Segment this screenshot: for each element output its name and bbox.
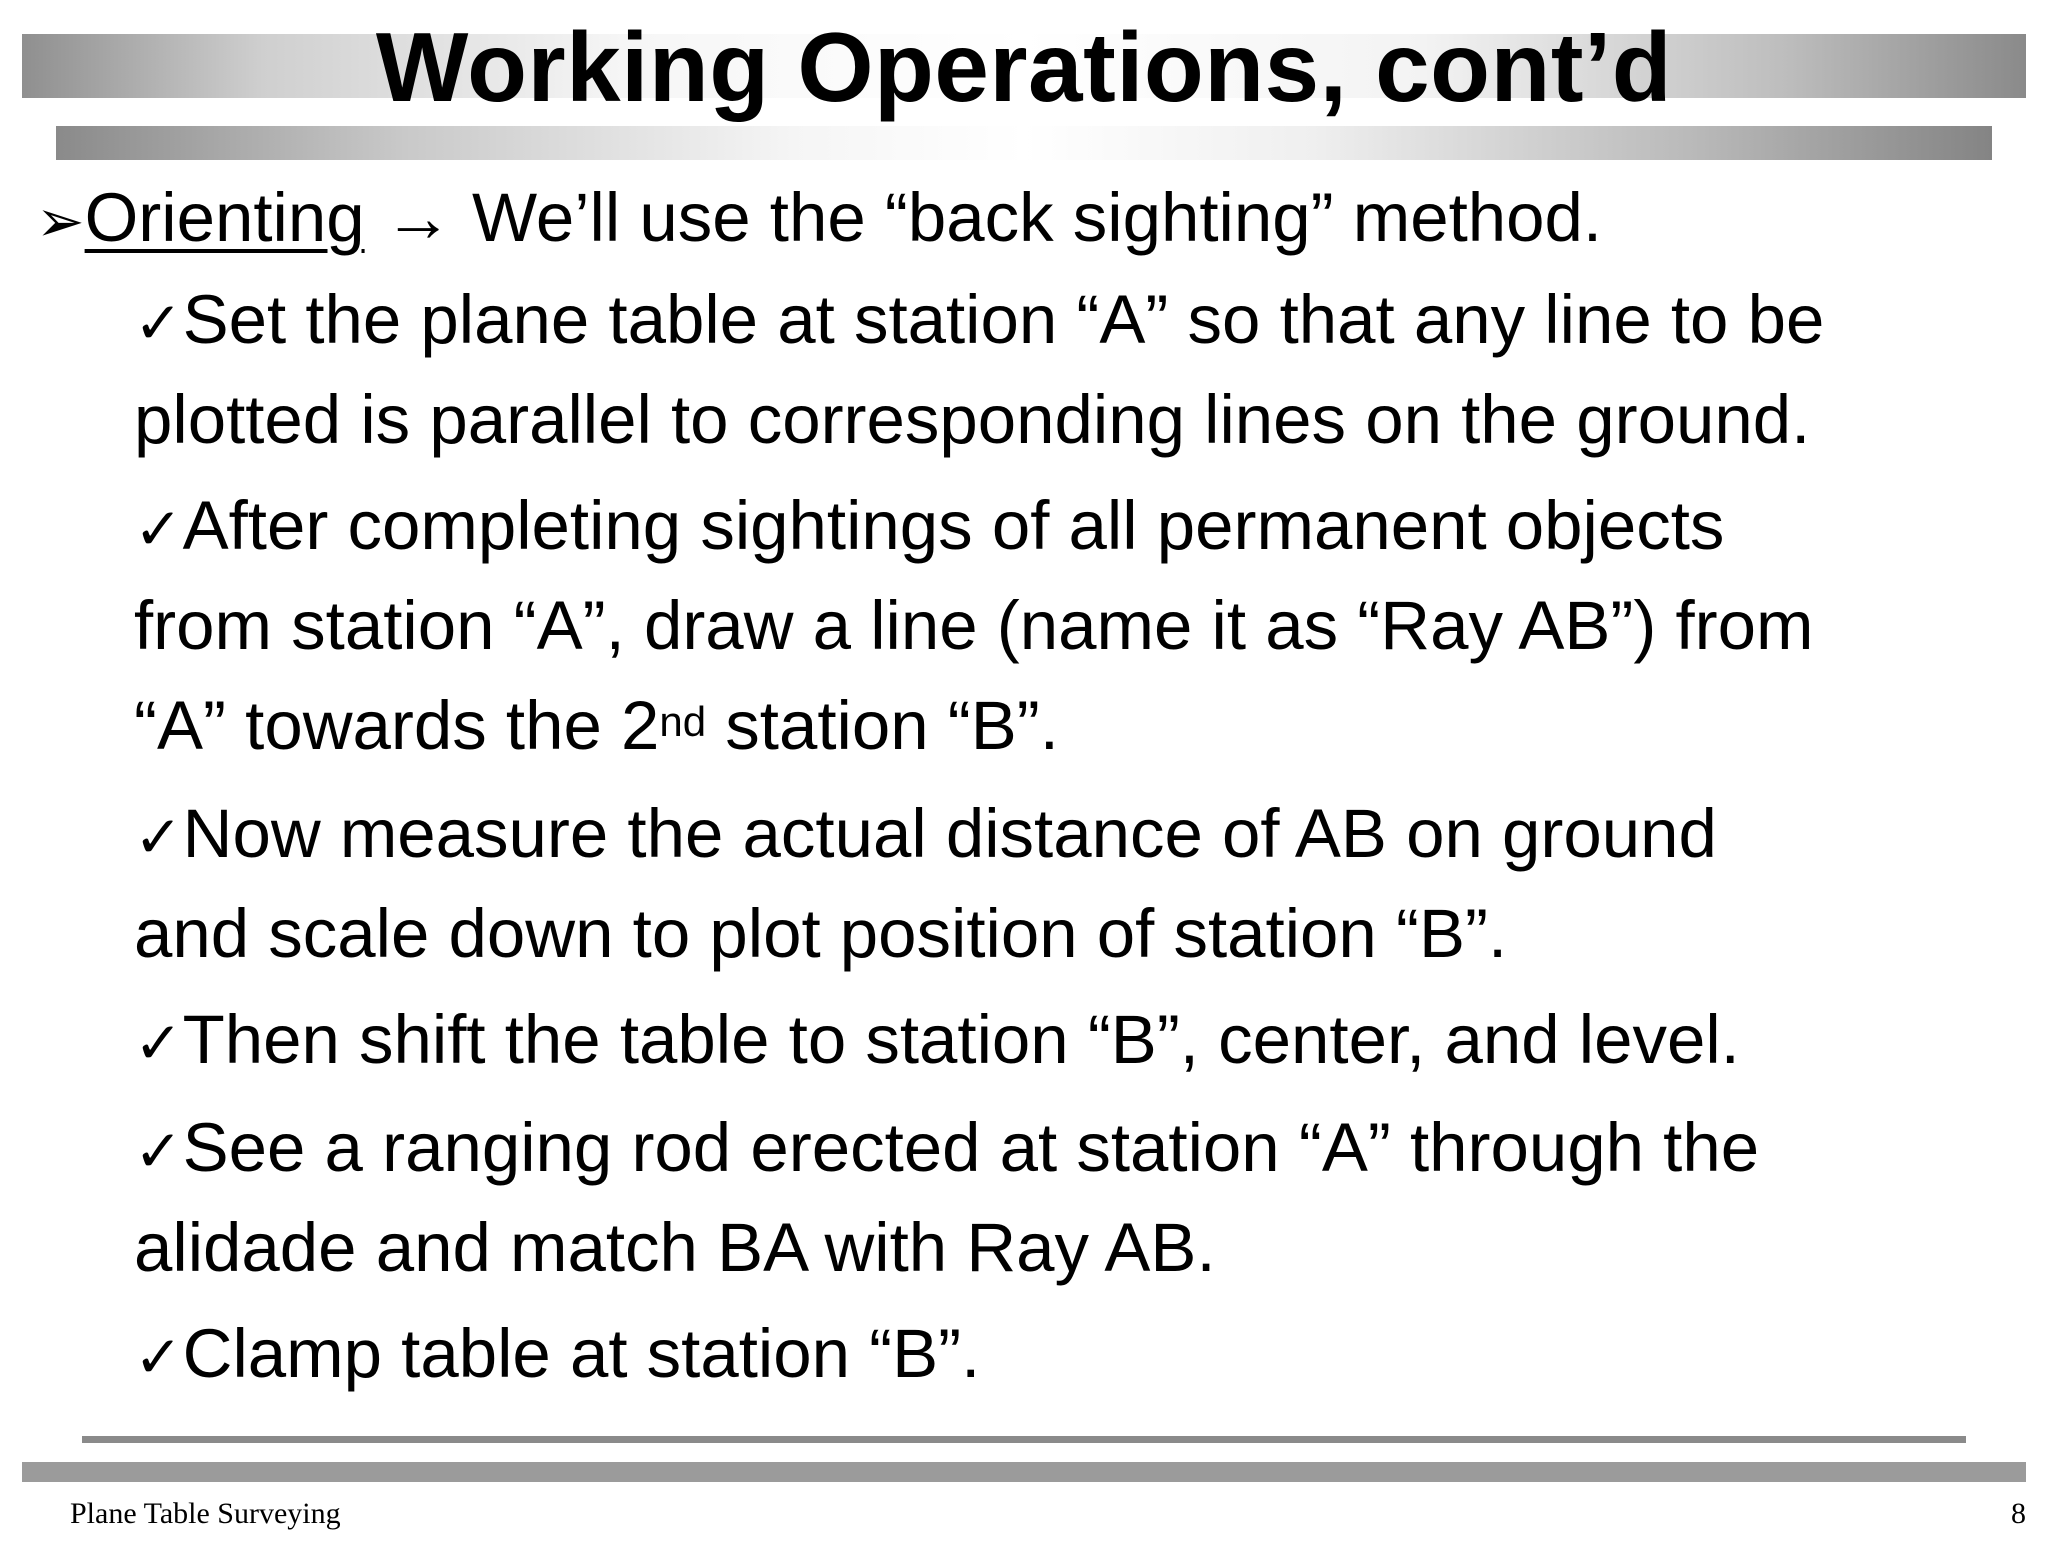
- check-item-text: from station “A”, draw a line (name it as “Ray AB”) from: [134, 587, 1814, 664]
- lead-text: We’ll use the “back sighting” method.: [471, 179, 1603, 256]
- check-item-text: station “B”.: [706, 687, 1059, 764]
- footer-divider-thick: [22, 1462, 2026, 1482]
- check-icon: ✓: [134, 1009, 183, 1077]
- check-item-text: See a ranging rod erected at station “A” through the: [182, 1109, 1760, 1186]
- check-icon: ✓: [134, 289, 183, 357]
- check-icon: ✓: [134, 1117, 183, 1185]
- lead-term: Orienting: [84, 179, 365, 256]
- footer-divider-thin: [82, 1436, 1966, 1443]
- check-icon: ✓: [134, 803, 183, 871]
- check-item-4: [134, 990, 2014, 1090]
- ordinal-superscript: nd: [659, 698, 707, 745]
- slide-title: Working Operations, cont’d: [375, 12, 1673, 122]
- check-item-text: Then shift the table to station “B”, center, and level.: [182, 1001, 1740, 1078]
- page-number: 8: [2011, 1497, 2026, 1530]
- check-item-text: plotted is parallel to corresponding lines on the ground.: [134, 381, 1811, 458]
- check-item-text: and scale down to plot position of station “B”.: [134, 895, 1508, 972]
- right-arrow-icon: →: [383, 179, 453, 256]
- arrowhead-bullet-icon: ➢: [36, 187, 85, 255]
- check-item-3: [134, 784, 2014, 984]
- title-underline-band: [56, 126, 1992, 160]
- check-item-1: [134, 270, 2014, 470]
- check-item-text: “A” towards the 2: [134, 687, 660, 764]
- check-item-text: Now measure the actual distance of AB on ground: [182, 795, 1717, 872]
- check-icon: ✓: [134, 495, 183, 563]
- check-item-5: [134, 1098, 2014, 1298]
- check-icon: ✓: [134, 1323, 183, 1391]
- check-item-text: After completing sightings of all permanent objects: [182, 487, 1725, 564]
- check-item-text: Clamp table at station “B”.: [182, 1315, 981, 1392]
- check-item-2: [134, 476, 2014, 776]
- lead-bullet-line: [36, 168, 1602, 271]
- footer-title: Plane Table Surveying: [70, 1497, 341, 1530]
- check-item-text: alidade and match BA with Ray AB.: [134, 1209, 1216, 1286]
- check-item-6: [134, 1304, 2014, 1404]
- check-item-text: Set the plane table at station “A” so that any line to be: [182, 281, 1825, 358]
